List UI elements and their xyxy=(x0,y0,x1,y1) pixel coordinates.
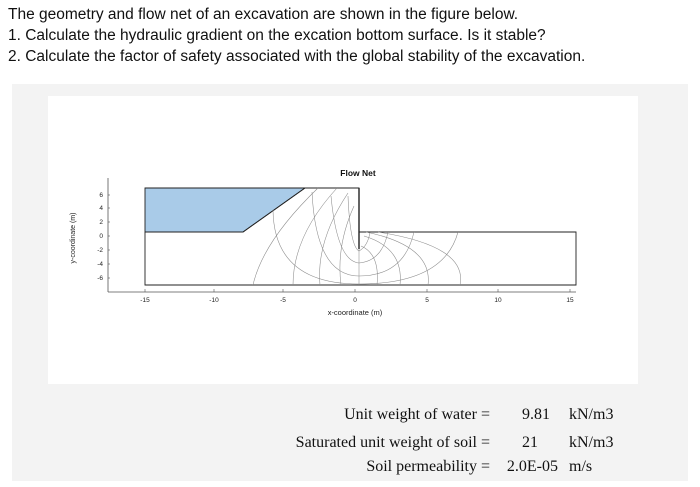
question-part-2: 2. Calculate the factor of safety associated with the global stability of the excavation. xyxy=(8,48,586,65)
equipotential-line xyxy=(361,246,377,285)
y-axis-label: y-coordinate (m) xyxy=(70,212,77,264)
prop-value-soil-unit-weight: 21 xyxy=(522,434,538,451)
prop-label-water-unit-weight: Unit weight of water = xyxy=(344,406,490,423)
flow-net-svg xyxy=(48,96,638,384)
x-tick-label: 15 xyxy=(566,297,574,304)
figure-title: Flow Net xyxy=(340,168,376,178)
equipotential-line xyxy=(340,206,354,285)
equipotential-line xyxy=(378,232,461,285)
water-region xyxy=(145,188,305,232)
equipotential-line xyxy=(366,232,428,285)
x-tick-label: 0 xyxy=(353,297,357,304)
x-axis-label: x-coordinate (m) xyxy=(327,308,383,317)
prop-label-permeability: Soil permeability = xyxy=(366,458,490,475)
x-tick-label: -5 xyxy=(280,297,286,304)
y-tick-label: 6 xyxy=(99,192,103,199)
x-tick-label: -10 xyxy=(209,297,219,304)
flow-net-figure xyxy=(48,96,638,384)
y-tick-label: -6 xyxy=(97,275,103,282)
prop-label-soil-unit-weight: Saturated unit weight of soil = xyxy=(295,434,490,451)
equipotential-line xyxy=(293,188,337,285)
x-tick-label: 5 xyxy=(425,297,429,304)
x-ticks xyxy=(145,289,570,292)
y-tick-label: 2 xyxy=(99,219,103,226)
flow-line xyxy=(273,210,458,284)
prop-value-water-unit-weight: 9.81 xyxy=(522,406,550,423)
question-part-1: 1. Calculate the hydraulic gradient on the excation bottom surface. Is it stable? xyxy=(8,27,546,44)
question-text xyxy=(8,4,692,67)
prop-unit-water-unit-weight: kN/m3 xyxy=(569,406,614,423)
y-tick-labels xyxy=(97,192,103,282)
prop-unit-permeability: m/s xyxy=(569,458,593,475)
y-tick-label: -4 xyxy=(97,261,103,268)
x-tick-label: 10 xyxy=(494,297,502,304)
x-tick-label: -15 xyxy=(140,297,150,304)
equipotential-line xyxy=(320,193,348,285)
y-tick-label: 4 xyxy=(99,205,103,212)
x-tick-labels xyxy=(140,297,574,304)
flow-line xyxy=(312,192,414,276)
question-intro: The geometry and flow net of an excavation are shown in the figure below. xyxy=(8,6,519,23)
prop-unit-soil-unit-weight: kN/m3 xyxy=(569,434,614,451)
prop-value-permeability: 2.0E-05 xyxy=(506,458,558,475)
y-tick-label: 0 xyxy=(99,233,103,240)
y-tick-label: -2 xyxy=(97,247,103,254)
